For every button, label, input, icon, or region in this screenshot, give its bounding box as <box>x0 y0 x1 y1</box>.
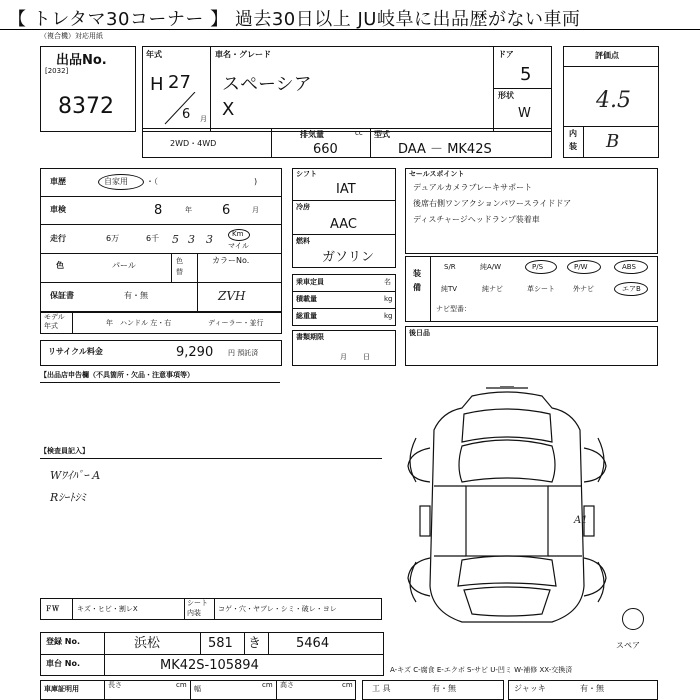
tool-label: 工 具 <box>372 684 391 693</box>
ac-label: 冷房 <box>296 203 310 211</box>
car-label: 車名・グレード <box>215 50 271 59</box>
jack-label: ジャッキ <box>514 684 546 693</box>
warranty-label: 保証書 <box>50 291 74 300</box>
displacement-value: 660 <box>313 142 338 157</box>
interior-label-2: 装 <box>569 142 577 151</box>
model-year-label-2: 年式 <box>44 322 58 330</box>
equip-airbag: エアB <box>622 285 641 293</box>
equip-abs: ABS <box>622 263 636 271</box>
registration-class: 581 <box>208 636 233 651</box>
garage-width-unit: cm <box>262 681 273 689</box>
equip-aw: 純A/W <box>480 263 502 271</box>
year-value: 27 <box>168 72 191 93</box>
capacity-unit: 名 <box>384 278 391 286</box>
model-code-value: DAA － MK42S <box>398 142 492 157</box>
inspection-label: 車検 <box>50 205 66 214</box>
lot-stamp: [2032] <box>45 67 69 75</box>
gross-label: 総重量 <box>296 312 317 320</box>
garage-height: 高さ <box>280 681 294 689</box>
seller-notes-label: 【出品店申告欄（不具箇所・欠品・注意事項等） <box>40 371 194 379</box>
fuel-label: 燃料 <box>296 237 310 245</box>
garage-width: 幅 <box>194 685 201 693</box>
garage-length-unit: cm <box>176 681 187 689</box>
ac-value: AAC <box>330 217 357 232</box>
fw-scratch-options: キズ・ヒビ・割レX <box>77 605 138 613</box>
sales-points-label: セールスポイント <box>409 170 465 178</box>
chassis-label: 車台 No. <box>46 659 81 668</box>
model-code-label: 型式 <box>374 130 390 139</box>
tool-value: 有・無 <box>432 684 456 693</box>
inspection-month-unit: 月 <box>252 206 259 214</box>
score-value: 4.5 <box>596 88 631 113</box>
inspector-note-1: Wﾜｲﾊﾟｰ A <box>50 469 101 482</box>
doors-label: ドア <box>498 50 514 59</box>
recycle-unit: 円 預託済 <box>228 349 259 357</box>
shape-value: W <box>518 106 531 121</box>
form-subtitle: （複合機）対応用紙 <box>40 32 103 40</box>
garage-length: 長さ <box>108 681 122 689</box>
warranty-value: 有・無 <box>124 291 148 300</box>
mileage-digit-3: 3 <box>206 233 213 246</box>
equipment-label-1: 装 <box>413 269 421 278</box>
damage-legend: A-キズ C-腐食 E-エクボ S-サビ U-凹ミ W-補修 XX-交換済 <box>390 666 573 674</box>
interior-label-1: 内 <box>569 129 577 138</box>
chassis-number: MK42S-105894 <box>160 658 259 673</box>
seat-damage-options: コゲ・穴・ヤブレ・シミ・破レ・ヨレ <box>218 605 337 613</box>
color-code: ZVH <box>218 289 246 303</box>
registration-place: 浜松 <box>134 636 161 651</box>
model-year-unit: 年 <box>106 319 113 327</box>
equip-tv: 純TV <box>441 285 458 293</box>
jack-value: 有・無 <box>580 684 604 693</box>
registration-label: 登録 No. <box>46 637 81 646</box>
period-unit: 月日 <box>340 353 386 361</box>
equip-leather: 革シート <box>527 285 555 293</box>
mileage-digit-1: 5 <box>172 233 179 246</box>
later-items-box <box>405 326 658 366</box>
sales-point-line-1: デュアルカメラブレーキサポート <box>413 183 533 192</box>
history-label: 車歴 <box>50 177 66 186</box>
history-value: 自家用 <box>104 177 128 186</box>
spare-label: スペア <box>616 641 640 650</box>
lot-label: 出品No. <box>56 53 107 68</box>
history-suffix: ・（ <box>146 177 158 186</box>
shape-label: 形状 <box>498 91 514 100</box>
fuel-value: ガソリン <box>322 250 375 265</box>
inspector-label: 【検査員記入】 <box>40 447 89 455</box>
registration-kana: き <box>248 636 262 651</box>
sales-point-line-3: ディスチャージヘッドランプ装着車 <box>413 215 540 224</box>
year-month-unit: 月 <box>200 115 207 123</box>
car-grade: X <box>222 99 235 120</box>
header-banner <box>0 0 700 30</box>
load-label: 積載量 <box>296 295 317 303</box>
spare-tire-icon <box>622 608 644 630</box>
seat-label-1: シート <box>187 599 208 607</box>
drive-type: 2WD・4WD <box>170 139 217 148</box>
mileage-unit-km: Km <box>232 230 244 238</box>
registration-number: 5464 <box>296 636 330 651</box>
year-label: 年式 <box>146 50 162 59</box>
seat-label-2: 内装 <box>187 609 201 617</box>
recycle-value: 9,290 <box>176 345 214 360</box>
score-label: 評価点 <box>595 51 619 60</box>
shift-value: IAT <box>336 182 356 197</box>
interior-value: B <box>606 131 620 152</box>
equip-ext-navi: 外ナビ <box>573 285 594 293</box>
mileage-label: 走行 <box>50 234 66 243</box>
equip-ps: P/S <box>532 263 544 271</box>
lot-number: 8372 <box>58 94 114 119</box>
equip-navi: 純ナビ <box>482 285 503 293</box>
inspection-year-unit: 年 <box>185 206 192 214</box>
dealer-type: ディーラー・並行 <box>208 319 264 327</box>
load-unit: kg <box>384 295 393 303</box>
mileage-sen: 6千 <box>146 234 160 243</box>
year-era: H <box>150 74 164 95</box>
capacity-label: 乗車定員 <box>296 278 324 286</box>
inspection-month: 6 <box>222 203 231 218</box>
sales-point-line-2: 後席右側ワンアクションパワースライドドア <box>413 199 572 208</box>
inspector-note-2: Rｼｰﾄｼﾐ <box>50 491 86 504</box>
inspection-year: 8 <box>154 203 163 218</box>
handle-side: ハンドル 左・右 <box>120 319 172 327</box>
doors-value: 5 <box>520 64 532 85</box>
color-no-label: カラーNo. <box>212 256 250 265</box>
fw-label: ＦＷ <box>45 605 59 613</box>
gross-unit: kg <box>384 312 393 320</box>
mileage-unit-mile: マイル <box>228 242 249 250</box>
color-value: パール <box>112 261 136 270</box>
year-month: 6 <box>182 107 191 122</box>
later-items-label: 後日品 <box>409 329 430 337</box>
color-change-1: 色 <box>176 257 183 265</box>
color-change-2: 替 <box>176 268 183 276</box>
history-box <box>40 168 282 312</box>
mileage-man: 6万 <box>106 234 120 243</box>
model-year-label-1: モデル <box>44 313 65 321</box>
mileage-digit-2: 3 <box>188 233 195 246</box>
color-label: 色 <box>56 261 64 270</box>
banner-text: 【 トレタマ30コーナー 】 過去30日以上 JU岐阜に出品歴がない車両 <box>8 9 581 30</box>
period-label: 書類期限 <box>296 333 324 341</box>
shift-label: シフト <box>296 170 317 178</box>
recycle-label: リサイクル料金 <box>48 347 103 356</box>
garage-height-unit: cm <box>342 681 353 689</box>
equipment-label-2: 備 <box>413 283 421 292</box>
equip-pw: P/W <box>574 263 588 271</box>
garage-cert-label: 車庫証明用 <box>44 685 79 693</box>
car-name: スペーシア <box>222 74 312 95</box>
car-damage-diagram <box>402 386 612 630</box>
displacement-label: 排気量 <box>300 130 324 139</box>
navi-model-label: ナビ型番： <box>436 305 471 313</box>
displacement-unit: cc <box>355 129 363 137</box>
damage-mark-a1: A1 <box>574 515 588 526</box>
sales-points-box <box>405 168 658 254</box>
equip-sr: S/R <box>444 263 456 271</box>
history-close: ) <box>254 177 258 186</box>
